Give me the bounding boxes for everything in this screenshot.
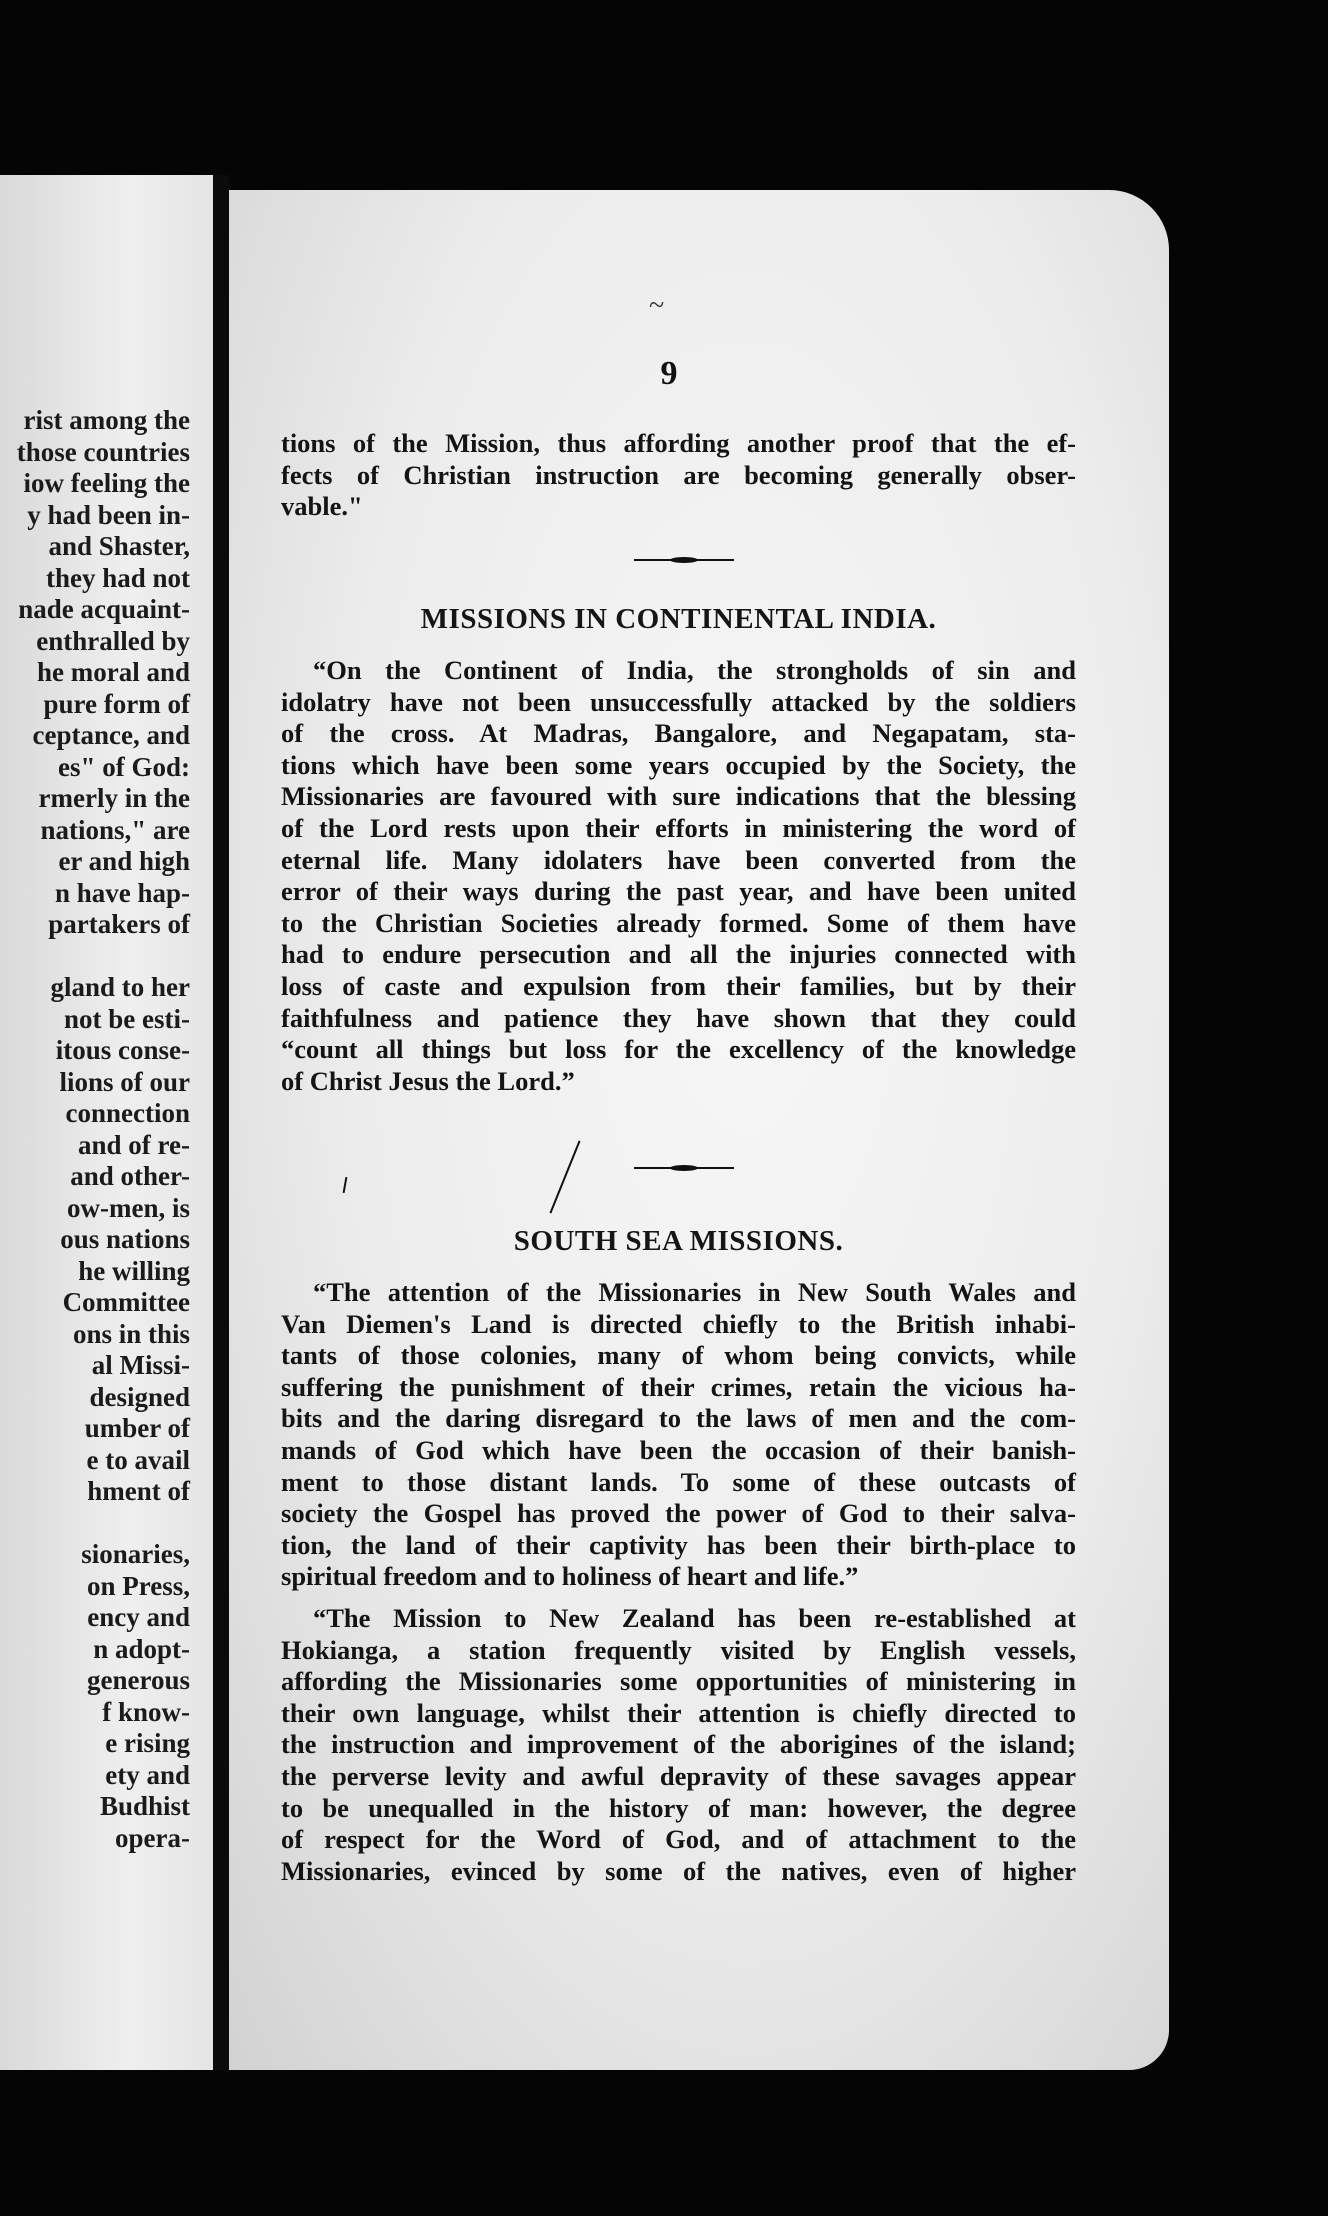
text-line: Missionaries, evinced by some of the natives, even of higher — [281, 1855, 1076, 1886]
text-line: the instruction and improvement of the aborigines of the island; — [281, 1729, 1076, 1760]
text-line: on Press, — [86, 1570, 190, 1601]
text-line: gland to her — [50, 972, 190, 1002]
text-line: society the Gospel has proved the power of God to their salva- — [281, 1498, 1076, 1529]
text-line: mands of God which have been the occasion of their banish- — [281, 1434, 1076, 1465]
text-line: he willing — [78, 1255, 190, 1286]
text-line: ceptance, and — [32, 720, 190, 750]
text-line: “On the Continent of India, the strongholds of sin and — [313, 655, 1076, 685]
text-line: those countries — [16, 436, 190, 467]
text-line: of Christ Jesus the Lord.” — [281, 1065, 575, 1096]
south-sea-paragraph — [281, 1277, 1076, 1593]
text-line: er and high — [58, 846, 190, 876]
text-line: Missionaries are favoured with sure indications that the blessing — [281, 781, 1076, 812]
text-line: pure form of — [43, 688, 190, 719]
text-line: and Shaster, — [48, 531, 190, 561]
text-line: eternal life. Many idolaters have been converted from the — [281, 844, 1076, 875]
right-page — [229, 190, 1169, 2070]
text-line: umber of — [84, 1413, 190, 1443]
text-line: spiritual freedom and to holiness of heart and life.” — [281, 1561, 859, 1592]
tilde-mark: ~ — [649, 290, 665, 321]
text-line: ment to those distant lands. To some of these outcasts of — [281, 1466, 1076, 1497]
text-line: connection — [65, 1098, 190, 1128]
text-line: nade acquaint- — [18, 594, 190, 624]
text-line: ous nations — [60, 1224, 190, 1254]
text-line: vable." — [281, 491, 363, 522]
text-line: their own language, whilst their attention is chiefly directed to — [281, 1697, 1076, 1728]
india-paragraph — [281, 655, 1076, 1097]
text-line: n adopt- — [93, 1633, 190, 1664]
text-line: ency and — [87, 1602, 190, 1632]
text-line: error of their ways during the past year, and have been united — [281, 876, 1076, 907]
text-line: tions which have been some years occupied by the Society, the — [281, 749, 1076, 780]
text-line: nations," are — [40, 814, 190, 845]
pen-mark — [343, 1177, 348, 1193]
text-line: affording the Missionaries some opportunities of ministering in — [281, 1666, 1076, 1697]
left-page-text — [0, 405, 190, 1854]
text-line: to be unequalled in the history of man: however, the degree — [281, 1792, 1076, 1823]
text-line: enthralled by — [36, 625, 190, 656]
text-line: Hokianga, a station frequently visited by English vessels, — [281, 1634, 1076, 1665]
text-line: had to endure persecution and all the injuries connected with — [281, 939, 1076, 970]
text-line: faithfulness and patience they have shown that they could — [281, 1002, 1076, 1033]
text-line: itous conse- — [55, 1035, 190, 1065]
text-line: tions of the Mission, thus affording another proof that the ef- — [281, 428, 1076, 458]
heading-continental-india: MISSIONS IN CONTINENTAL INDIA. — [420, 603, 937, 635]
text-line: Committee — [62, 1287, 190, 1317]
text-line: ety and — [105, 1759, 190, 1790]
text-line: f know- — [102, 1696, 190, 1727]
text-line: and other- — [70, 1161, 190, 1191]
text-line: fects of Christian instruction are becoming generally obser- — [281, 459, 1076, 490]
text-line: he moral and — [36, 657, 190, 687]
text-line: ons in this — [72, 1318, 190, 1349]
text-line: rist among the — [23, 405, 190, 435]
pen-mark — [549, 1140, 580, 1213]
text-line: opera- — [115, 1822, 190, 1853]
text-line: iow feeling the — [23, 468, 190, 498]
text-line: ow-men, is — [67, 1192, 190, 1223]
text-line: n have hap- — [54, 877, 190, 908]
text-line: y had been in- — [27, 499, 190, 530]
text-line: “The Mission to New Zealand has been re-established at — [313, 1603, 1076, 1633]
text-line: of respect for the Word of God, and of attachment to the — [281, 1824, 1076, 1855]
text-line: designed — [89, 1381, 190, 1412]
text-line: “count all things but loss for the excellency of the knowledge — [281, 1034, 1076, 1065]
text-line: rmerly in the — [38, 783, 190, 813]
page-number: 9 — [660, 355, 678, 392]
book-spine — [213, 175, 229, 2070]
text-line: e to avail — [86, 1444, 190, 1475]
left-page — [0, 175, 215, 2070]
text-line: not be esti- — [64, 1003, 190, 1034]
text-line: generous — [86, 1665, 190, 1695]
text-line: the perverse levity and awful depravity of these savages appear — [281, 1760, 1076, 1791]
text-line: tion, the land of their captivity has been their birth-place to — [281, 1529, 1076, 1560]
section-divider — [634, 557, 734, 563]
text-line: and of re- — [78, 1129, 190, 1160]
text-line — [0, 1508, 190, 1540]
text-line: e rising — [105, 1728, 190, 1758]
text-line: Budhist — [99, 1791, 190, 1821]
heading-south-sea: SOUTH SEA MISSIONS. — [513, 1225, 844, 1257]
text-line: bits and the daring disregard to the laws of men and the com- — [281, 1403, 1076, 1434]
text-line: of the cross. At Madras, Bangalore, and Negapatam, sta- — [281, 718, 1076, 749]
text-line: es" of God: — [58, 751, 190, 782]
text-line: suffering the punishment of their crimes, retain the vicious ha- — [281, 1371, 1076, 1402]
text-line: idolatry have not been unsuccessfully attacked by the soldiers — [281, 686, 1076, 717]
text-line: tants of those colonies, many of whom being convicts, while — [281, 1340, 1076, 1371]
text-line: lions of our — [59, 1066, 190, 1097]
text-line: hment of — [87, 1476, 190, 1506]
text-line: Van Diemen's Land is directed chiefly to the British inhabi- — [281, 1308, 1076, 1339]
text-line: they had not — [45, 562, 190, 593]
intro-paragraph — [281, 428, 1076, 523]
text-line: loss of caste and expulsion from their families, but by their — [281, 970, 1076, 1001]
text-line: “The attention of the Missionaries in New South Wales and — [313, 1277, 1076, 1307]
text-line: of the Lord rests upon their efforts in ministering the word of — [281, 812, 1076, 843]
text-line — [0, 941, 190, 973]
new-zealand-paragraph — [281, 1603, 1076, 1887]
text-line: sionaries, — [81, 1539, 190, 1569]
text-line: al Missi- — [91, 1350, 190, 1380]
section-divider — [634, 1165, 734, 1171]
text-line: to the Christian Societies already formed. Some of them have — [281, 907, 1076, 938]
text-line: partakers of — [48, 909, 190, 939]
